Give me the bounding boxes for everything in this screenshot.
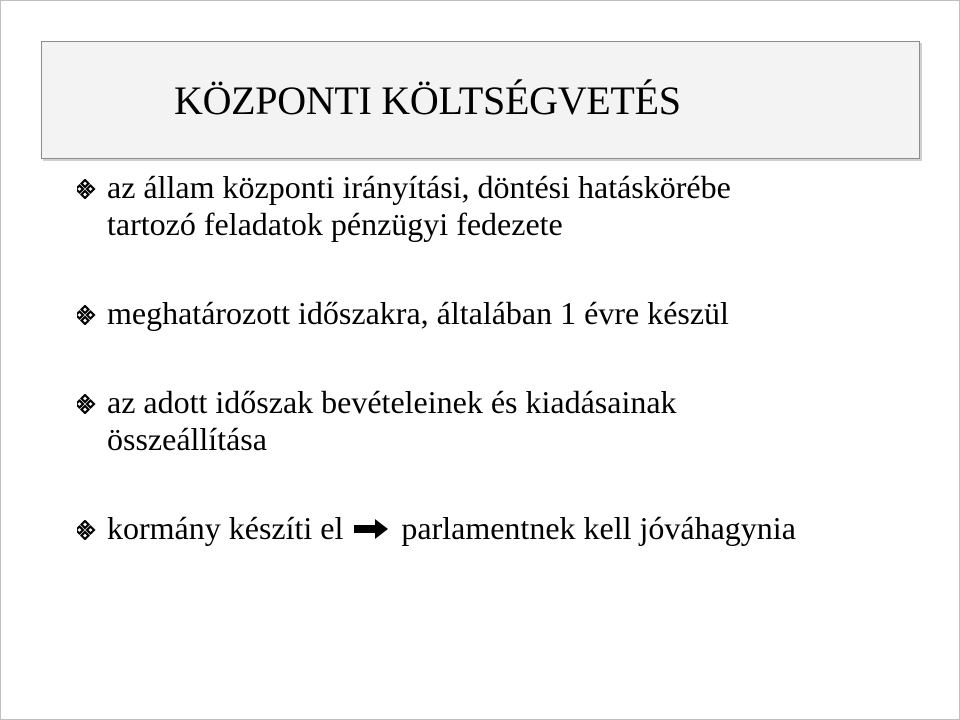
diamond-bullet-icon [77, 305, 101, 325]
bullet-line: összeállítása [107, 421, 267, 457]
diamond-bullet-icon [77, 394, 101, 414]
bullet-line: az adott időszak bevételeinek és kiadásainak [107, 384, 677, 420]
bullet-item [77, 295, 937, 332]
bullet-list [77, 169, 937, 547]
diamond-bullet-icon [77, 179, 101, 199]
diamond-bullet-icon [77, 520, 101, 540]
bullet-line: meghatározott időszakra, általában 1 évre készül [107, 295, 729, 331]
bullet-item [77, 384, 937, 458]
bullet-item [77, 510, 937, 547]
bullet-text-after-arrow: parlamentnek kell jóváhagynia [401, 510, 796, 546]
slide-title: KÖZPONTI KÖLTSÉGVETÉS [174, 78, 681, 123]
bullet-line: az állam központi irányítási, döntési hatáskörébe [107, 169, 731, 205]
bullet-text-before-arrow: kormány készíti el [107, 510, 344, 546]
bullet-item [77, 169, 937, 243]
bullet-line: tartozó feladatok pénzügyi fedezete [107, 206, 563, 242]
title-box [41, 41, 920, 159]
right-arrow-icon [353, 518, 389, 540]
